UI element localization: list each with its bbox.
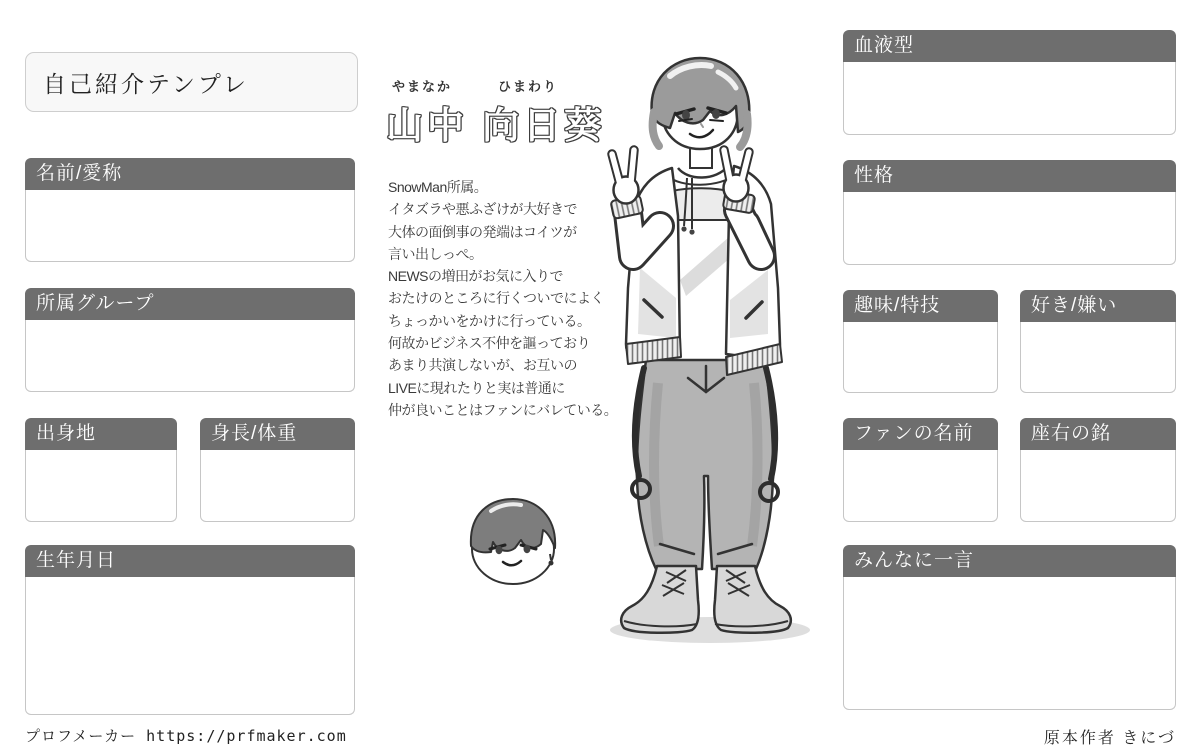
field-hobby-skill-area — [843, 322, 998, 393]
field-blood-type-label: 血液型 — [843, 30, 1176, 62]
chibi-earring — [550, 554, 551, 560]
chibi-face-illustration — [463, 494, 563, 589]
field-hobby-skill — [843, 290, 998, 393]
field-birthplace-label: 出身地 — [25, 418, 177, 450]
field-message — [843, 545, 1176, 710]
field-name-nickname — [25, 158, 355, 262]
furigana-given: ひまわり — [498, 79, 559, 94]
field-group-label: 所属グループ — [25, 288, 355, 320]
character-illustration — [540, 48, 810, 648]
field-motto-area — [1020, 450, 1176, 522]
field-height-weight-label: 身長/体重 — [200, 418, 355, 450]
field-like-dislike — [1020, 290, 1176, 393]
bio-line: NEWSの増田がお気に入りで — [388, 268, 563, 285]
field-personality — [843, 160, 1176, 265]
field-personality-area — [843, 192, 1176, 265]
bio-line: ちょっかいをかけに行っている。 — [388, 312, 591, 329]
field-message-label: みんなに一言 — [843, 545, 1176, 577]
service-credit: プロフメーカー https://prfmaker.com — [25, 727, 347, 745]
field-fan-name-label: ファンの名前 — [843, 418, 998, 450]
field-motto — [1020, 418, 1176, 522]
field-blood-type — [843, 30, 1176, 135]
furigana-family: やまなか — [392, 79, 453, 94]
pants — [637, 360, 773, 569]
field-group — [25, 288, 355, 392]
field-height-weight-area — [200, 450, 355, 522]
field-group-area — [25, 320, 355, 392]
bio-line: 何故かビジネス不仲を謳っており — [388, 335, 591, 352]
character-name: 山中 向日葵 — [386, 105, 606, 146]
field-fan-name-area — [843, 450, 998, 522]
author-credit: 原本作者 きにづ — [1043, 730, 1176, 747]
field-birthday — [25, 545, 355, 715]
field-blood-type-area — [843, 62, 1176, 135]
field-birthday-label: 生年月日 — [25, 545, 355, 577]
bio-line: 大体の面倒事の発端はコイツが — [388, 223, 577, 240]
field-message-area — [843, 577, 1176, 710]
field-birthday-area — [25, 577, 355, 715]
bio-line: おたけのところに行くついでによく — [388, 290, 604, 307]
head — [652, 58, 750, 168]
bio-line: あまり共演しないが、お互いの — [388, 357, 577, 374]
field-birthplace — [25, 418, 177, 522]
field-personality-label: 性格 — [843, 160, 1176, 192]
template-title-box — [25, 52, 358, 112]
field-height-weight — [200, 418, 355, 522]
bio-line: 言い出しっぺ。 — [388, 245, 483, 262]
field-name-nickname-label: 名前/愛称 — [25, 158, 355, 190]
bio-line: SnowMan所属。 — [388, 179, 488, 195]
bio-line: イタズラや悪ふざけが大好きで — [388, 201, 577, 218]
bio-line: 仲が良いことはファンにバレている。 — [388, 401, 618, 418]
field-like-dislike-area — [1020, 322, 1176, 393]
bio-line: LIVEに現れたりと実は普通に — [388, 379, 565, 396]
field-name-nickname-area — [25, 190, 355, 262]
field-like-dislike-label: 好き/嫌い — [1020, 290, 1176, 322]
page-title: 自己紹介テンプレ — [43, 70, 249, 97]
field-motto-label: 座右の銘 — [1020, 418, 1176, 450]
field-fan-name — [843, 418, 998, 522]
field-hobby-skill-label: 趣味/特技 — [843, 290, 998, 322]
field-birthplace-area — [25, 450, 177, 522]
